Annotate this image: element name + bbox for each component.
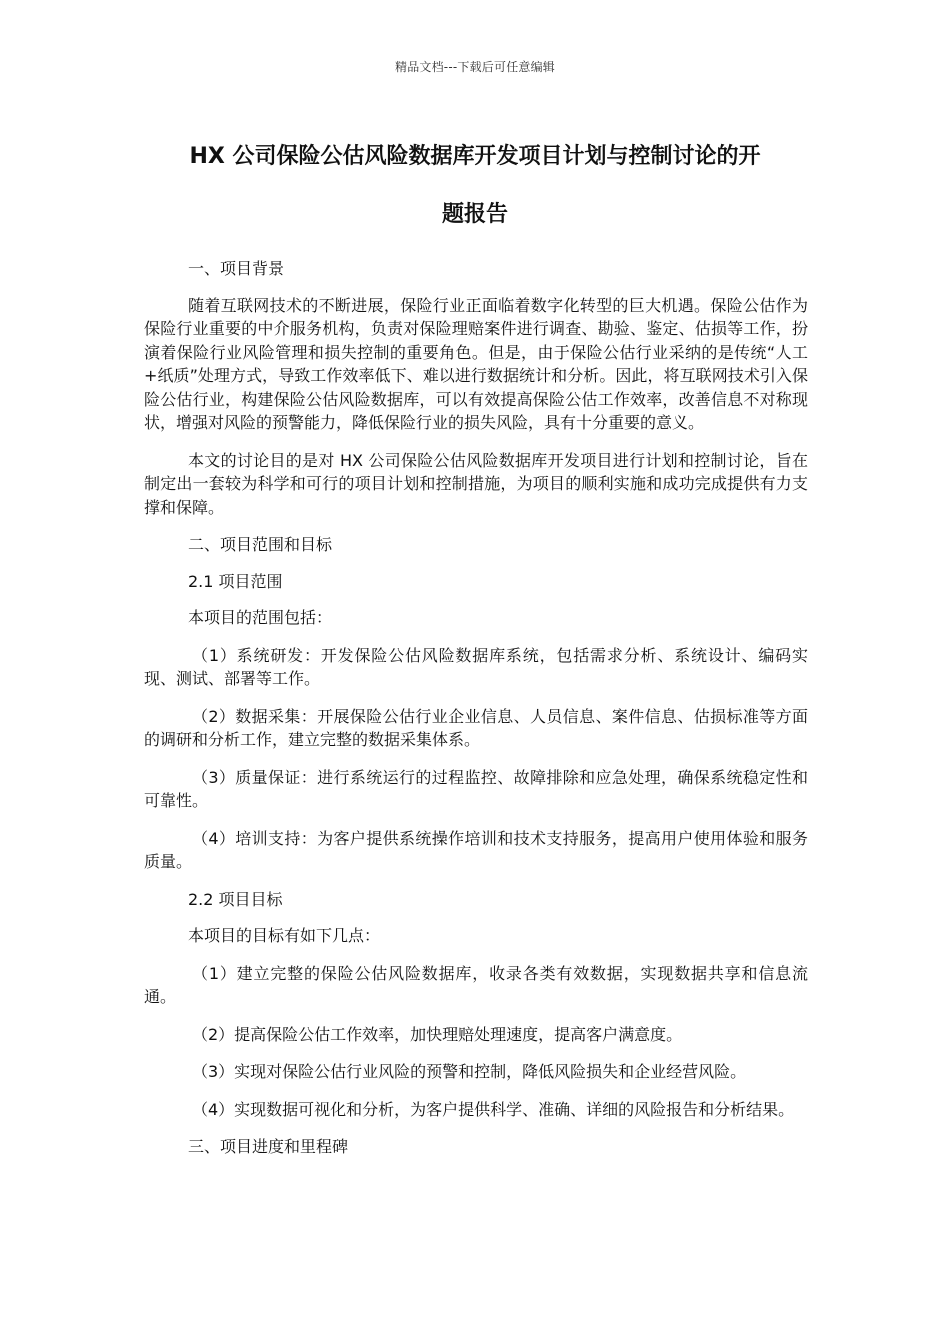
header-note: 精品文档---下载后可任意编辑 bbox=[395, 60, 555, 74]
section-heading-scope-goals: 二、项目范围和目标 bbox=[188, 535, 333, 554]
scope-item-2: （2）数据采集：开展保险公估行业企业信息、人员信息、案件信息、估损标准等方面的调研和分析工作，建立完整的数据采集体系。 bbox=[144, 706, 808, 749]
scope-intro: 本项目的范围包括： bbox=[188, 608, 333, 627]
subsection-heading-goals: 2.2 项目目标 bbox=[188, 889, 283, 909]
paragraph-background-1: 随着互联网技术的不断进展，保险行业正面临着数字化转型的巨大机遇。保险公估作为保险行业重要的中介服务机构，负责对保险理赔案件进行调查、勘验、鉴定、估损等工作，扮演着保险行业风险管理和损失控制的重要角色。但是，由于保险公估行业采纳的是传统“人工+纸质”处理方式，导致工作效率低下、难以进行数据统计和分析。因此，将互联网技术引入保险公估行业，构建保险公估风险数据库，可以有效提高保险公估工作效率，改善信息不对称现状，增强对风险的预警能力，降低保险行业的损失风险，具有十分重要的意义。 bbox=[144, 295, 808, 432]
goal-item-1: （1）建立完整的保险公估风险数据库，收录各类有效数据，实现数据共享和信息流通。 bbox=[144, 963, 808, 1006]
goal-item-4: （4）实现数据可视化和分析，为客户提供科学、准确、详细的风险报告和分析结果。 bbox=[192, 1099, 795, 1119]
section-heading-schedule: 三、项目进度和里程碑 bbox=[188, 1137, 349, 1156]
scope-item-1: （1）系统研发：开发保险公估风险数据库系统，包括需求分析、系统设计、编码实现、测试、部署等工作。 bbox=[144, 645, 808, 688]
document-title bbox=[140, 128, 810, 244]
goal-item-2: （2）提高保险公估工作效率，加快理赔处理速度，提高客户满意度。 bbox=[192, 1024, 683, 1044]
title-line-2: 题报告 bbox=[441, 202, 508, 227]
goal-item-3: （3）实现对保险公估行业风险的预警和控制，降低风险损失和企业经营风险。 bbox=[192, 1062, 747, 1081]
section-heading-background: 一、项目背景 bbox=[188, 259, 285, 278]
scope-item-3: （3）质量保证：进行系统运行的过程监控、故障排除和应急处理，确保系统稳定性和可靠性。 bbox=[144, 767, 808, 810]
paragraph-background-2: 本文的讨论目的是对 HX 公司保险公估风险数据库开发项目进行计划和控制讨论，旨在制定出一套较为科学和可行的项目计划和控制措施，为项目的顺利实施和成功完成提供有力支撑和保障。 bbox=[144, 450, 808, 517]
scope-item-4: （4）培训支持：为客户提供系统操作培训和技术支持服务，提高用户使用体验和服务质量。 bbox=[144, 828, 808, 871]
subsection-heading-scope: 2.1 项目范围 bbox=[188, 571, 283, 591]
title-line-1: HX 公司保险公估风险数据库开发项目计划与控制讨论的开 bbox=[189, 144, 761, 169]
goals-intro: 本项目的目标有如下几点： bbox=[188, 926, 381, 945]
document-body bbox=[144, 257, 808, 1172]
